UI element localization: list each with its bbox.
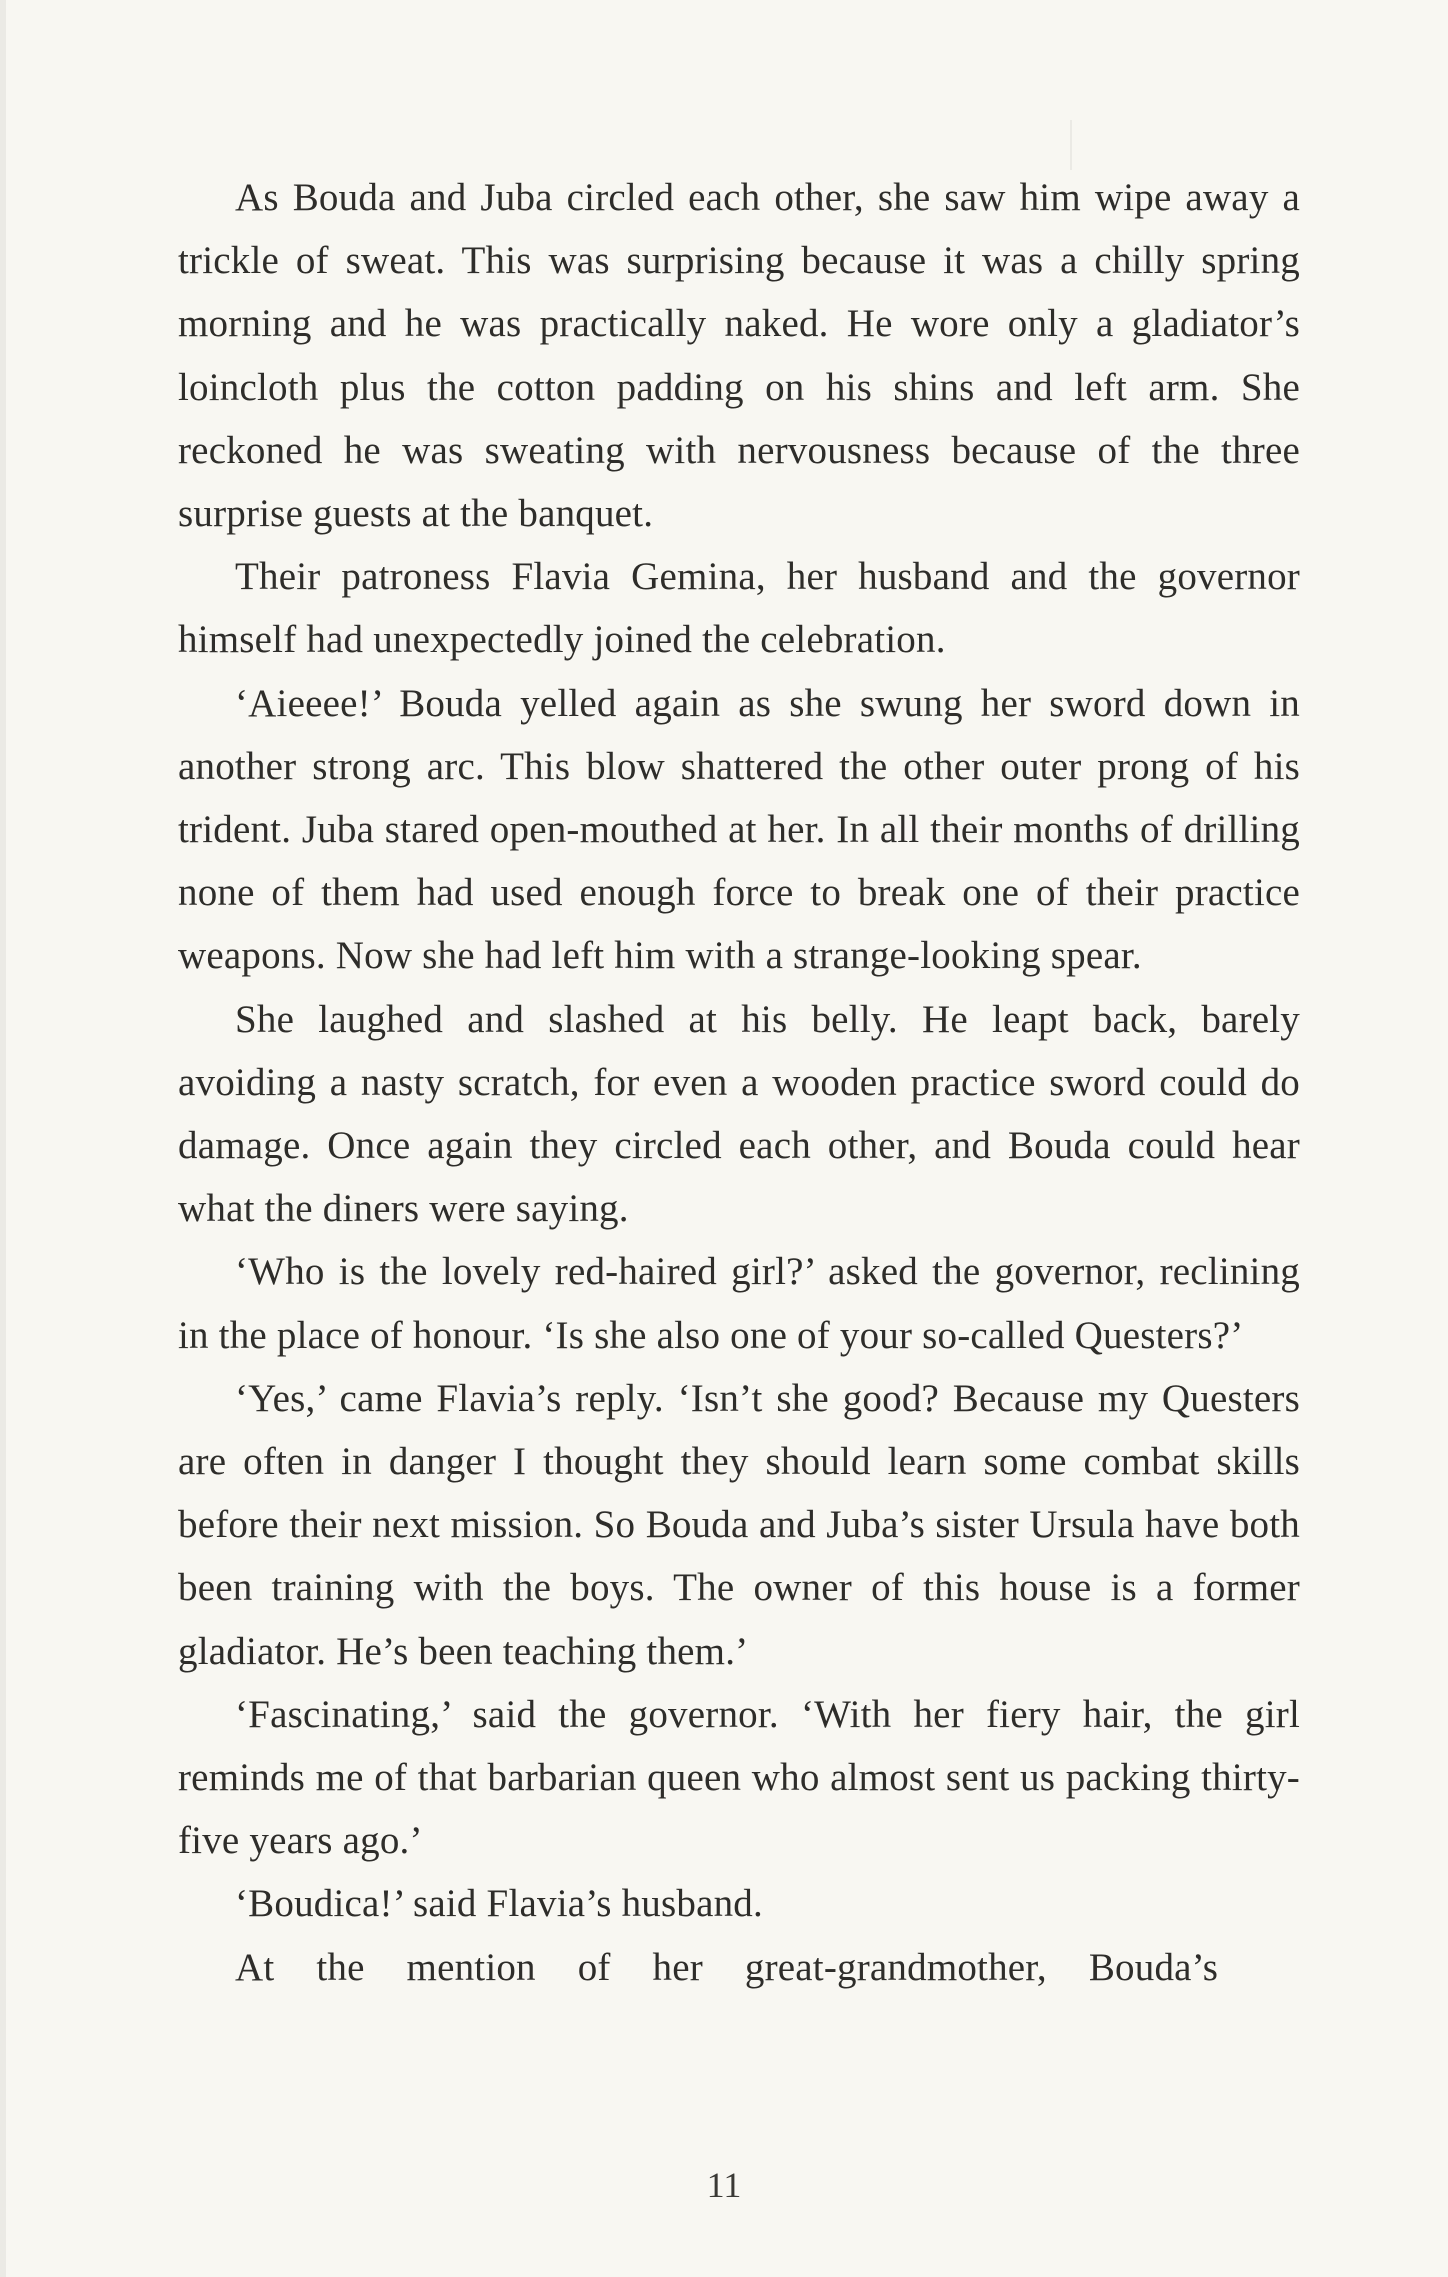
paragraph: At the mention of her great-grandmother, Bouda’s [235,1945,1219,1989]
paragraph: ‘Boudica!’ said Flavia’s husband. [235,1882,763,1926]
scan-shadow-left [0,0,6,2277]
paragraph: ‘Yes,’ came Flavia’s reply. ‘Isn’t she good? Because my Questers are often in danger I thought they should learn some combat skills before their next mission. So Bouda and Juba’s sister Ursula have both been training with the boys. The owner of this house is a former gladiator. He’s been teaching them.’ [178,1376,1300,1673]
paragraph: ‘Aieeee!’ Bouda yelled again as she swung her sword down in another strong arc. This blow shattered the other outer prong of his trident. Juba stared open-mouthed at her. In all their months of drilling none of them had used enough force to break one of their practice weapons. Now she had left him with a strange-looking spear. [178,681,1300,978]
paragraph: ‘Who is the lovely red-haired girl?’ asked the governor, reclining in the place of honour. ‘Is she also one of your so-called Questers?’ [178,1250,1300,1357]
page-number: 11 [706,2165,742,2205]
paragraph: Their patroness Flavia Gemina, her husband and the governor himself had unexpectedly joined the celebration. [178,555,1300,662]
paragraph: ‘Fascinating,’ said the governor. ‘With her fiery hair, the girl reminds me of that barbarian queen who almost sent us packing thirty-five years ago.’ [178,1692,1300,1863]
scan-line-top [1070,120,1072,170]
paragraph: She laughed and slashed at his belly. He leapt back, barely avoiding a nasty scratch, for even a wooden practice sword could do damage. Once again they circled each other, and Bouda could hear what the diners were saying. [178,997,1300,1231]
paragraph: As Bouda and Juba circled each other, she saw him wipe away a trickle of sweat. This was surprising because it was a chilly spring morning and he was practically naked. He wore only a gladiator’s loincloth plus the cotton padding on his shins and left arm. She reckoned he was sweating with nervousness because of the three surprise guests at the banquet. [178,176,1300,536]
body-text [178,166,1300,1999]
